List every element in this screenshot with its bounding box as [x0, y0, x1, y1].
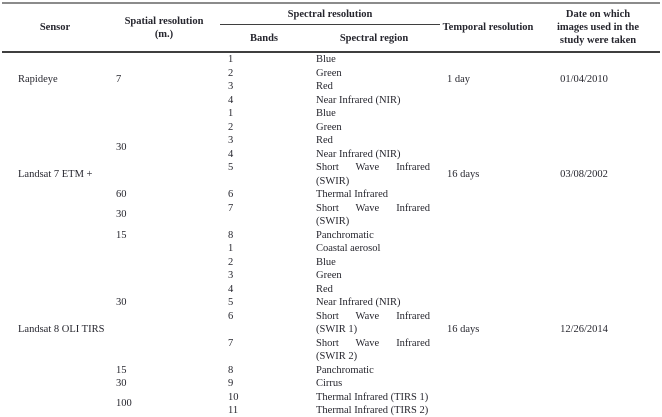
band-number-cell: 3: [228, 81, 234, 92]
spectral-region-cell: Near Infrared (NIR): [316, 94, 401, 106]
header-spectral-region: Spectral region: [308, 25, 440, 53]
band-number-cell: 1: [228, 108, 234, 119]
spatial-resolution-cell: 60: [116, 189, 127, 200]
date-cell: 01/04/2010: [560, 74, 608, 86]
spectral-region-cell: Blue: [316, 54, 336, 65]
spectral-region-cell: Red: [316, 283, 333, 295]
band-number-cell: 4: [228, 94, 234, 106]
sensor-cell: Rapideye: [18, 74, 58, 86]
region-line-2: (SWIR 1): [316, 324, 358, 335]
band-number-cell: 4: [228, 148, 234, 160]
table-row: [2, 52, 660, 67]
spectral-region-cell: Coastal aerosol: [316, 243, 381, 254]
spectral-region-cell: Green: [316, 67, 342, 79]
spatial-resolution-cell: 15: [116, 229, 127, 241]
spectral-region-cell: Blue: [316, 108, 336, 119]
spectral-region-cell: Thermal Infrared: [316, 189, 388, 200]
band-number-cell: 7: [228, 202, 234, 214]
spectral-region-cell: [308, 161, 440, 188]
spatial-resolution-cell: 30: [116, 297, 127, 308]
spectral-region-cell: Red: [316, 81, 333, 92]
header-bands: Bands: [220, 25, 308, 53]
temporal-resolution-cell: 16 days: [447, 168, 480, 180]
band-number-cell: 5: [228, 297, 234, 308]
spectral-region-cell: Blue: [316, 256, 336, 268]
spatial-resolution-cell: 7: [116, 74, 122, 86]
spectral-region-cell: Red: [316, 135, 333, 146]
band-number-cell: 3: [228, 270, 234, 281]
region-line-2: (SWIR): [316, 175, 350, 187]
spatial-resolution-cell: 30: [116, 209, 127, 221]
region-line-1: Short Wave Infrared: [316, 337, 430, 349]
spatial-resolution-cell: 100: [116, 398, 132, 410]
band-number-cell: 4: [228, 283, 234, 295]
table-body: [2, 52, 660, 417]
spectral-region-cell: Panchromatic: [316, 364, 374, 376]
spectral-region-cell: Thermal Infrared (TIRS 1): [316, 391, 429, 403]
band-number-cell: 1: [228, 243, 234, 254]
region-line-1: Short Wave Infrared: [316, 162, 430, 173]
band-number-cell: 9: [228, 378, 234, 389]
spatial-resolution-cell: 30: [116, 141, 127, 153]
band-number-cell: 5: [228, 162, 234, 173]
table-row: [2, 242, 660, 256]
sensor-cell: Landsat 8 OLI TIRS: [18, 324, 105, 335]
spectral-region-cell: Near Infrared (NIR): [316, 148, 401, 160]
band-number-cell: 8: [228, 364, 234, 376]
spectral-region-cell: Near Infrared (NIR): [316, 297, 401, 308]
spectral-region-cell: Panchromatic: [316, 229, 374, 241]
region-line-1: Short Wave Infrared: [316, 202, 430, 214]
document-page: [0, 2, 662, 417]
header-sensor: Sensor: [2, 3, 108, 52]
region-line-2: (SWIR): [316, 216, 350, 227]
region-line-2: (SWIR 2): [316, 351, 358, 362]
sensor-cell: Landsat 7 ETM +: [18, 168, 93, 180]
band-number-cell: 6: [228, 189, 234, 200]
date-cell: 03/08/2002: [560, 168, 608, 180]
spatial-resolution-cell: 15: [116, 364, 127, 376]
table-row: [2, 107, 660, 121]
band-number-cell: 8: [228, 229, 234, 241]
band-number-cell: 6: [228, 310, 234, 322]
spectral-region-cell: Green: [316, 270, 342, 281]
spectral-region-cell: [308, 202, 440, 229]
date-cell: 12/26/2014: [560, 324, 608, 335]
header-spatial-resolution: Spatial resolution (m.): [108, 3, 220, 52]
band-number-cell: 2: [228, 121, 234, 133]
temporal-resolution-cell: 16 days: [447, 324, 480, 335]
spectral-region-cell: Thermal Infrared (TIRS 2): [316, 405, 429, 416]
band-number-cell: 2: [228, 256, 234, 268]
table-header: [2, 3, 660, 52]
spectral-region-cell: [308, 310, 440, 337]
region-line-1: Short Wave Infrared: [316, 310, 430, 322]
band-number-cell: 2: [228, 67, 234, 79]
band-number-cell: 7: [228, 337, 234, 349]
band-number-cell: 11: [228, 405, 239, 416]
spectral-region-cell: Green: [316, 121, 342, 133]
band-number-cell: 1: [228, 54, 234, 65]
spectral-region-cell: [308, 337, 440, 364]
header-spectral-resolution-group: Spectral resolution: [220, 3, 440, 25]
band-number-cell: 10: [228, 391, 239, 403]
header-date: Date on which images used in the study were taken: [536, 3, 660, 52]
sensor-spec-table: [2, 2, 660, 417]
header-temporal-resolution: Temporal resolution: [440, 3, 536, 52]
temporal-resolution-cell: 1 day: [447, 74, 471, 86]
band-number-cell: 3: [228, 135, 234, 146]
header-row-1: [2, 3, 660, 25]
spectral-region-cell: Cirrus: [316, 378, 343, 389]
spatial-resolution-cell: 30: [116, 378, 127, 389]
